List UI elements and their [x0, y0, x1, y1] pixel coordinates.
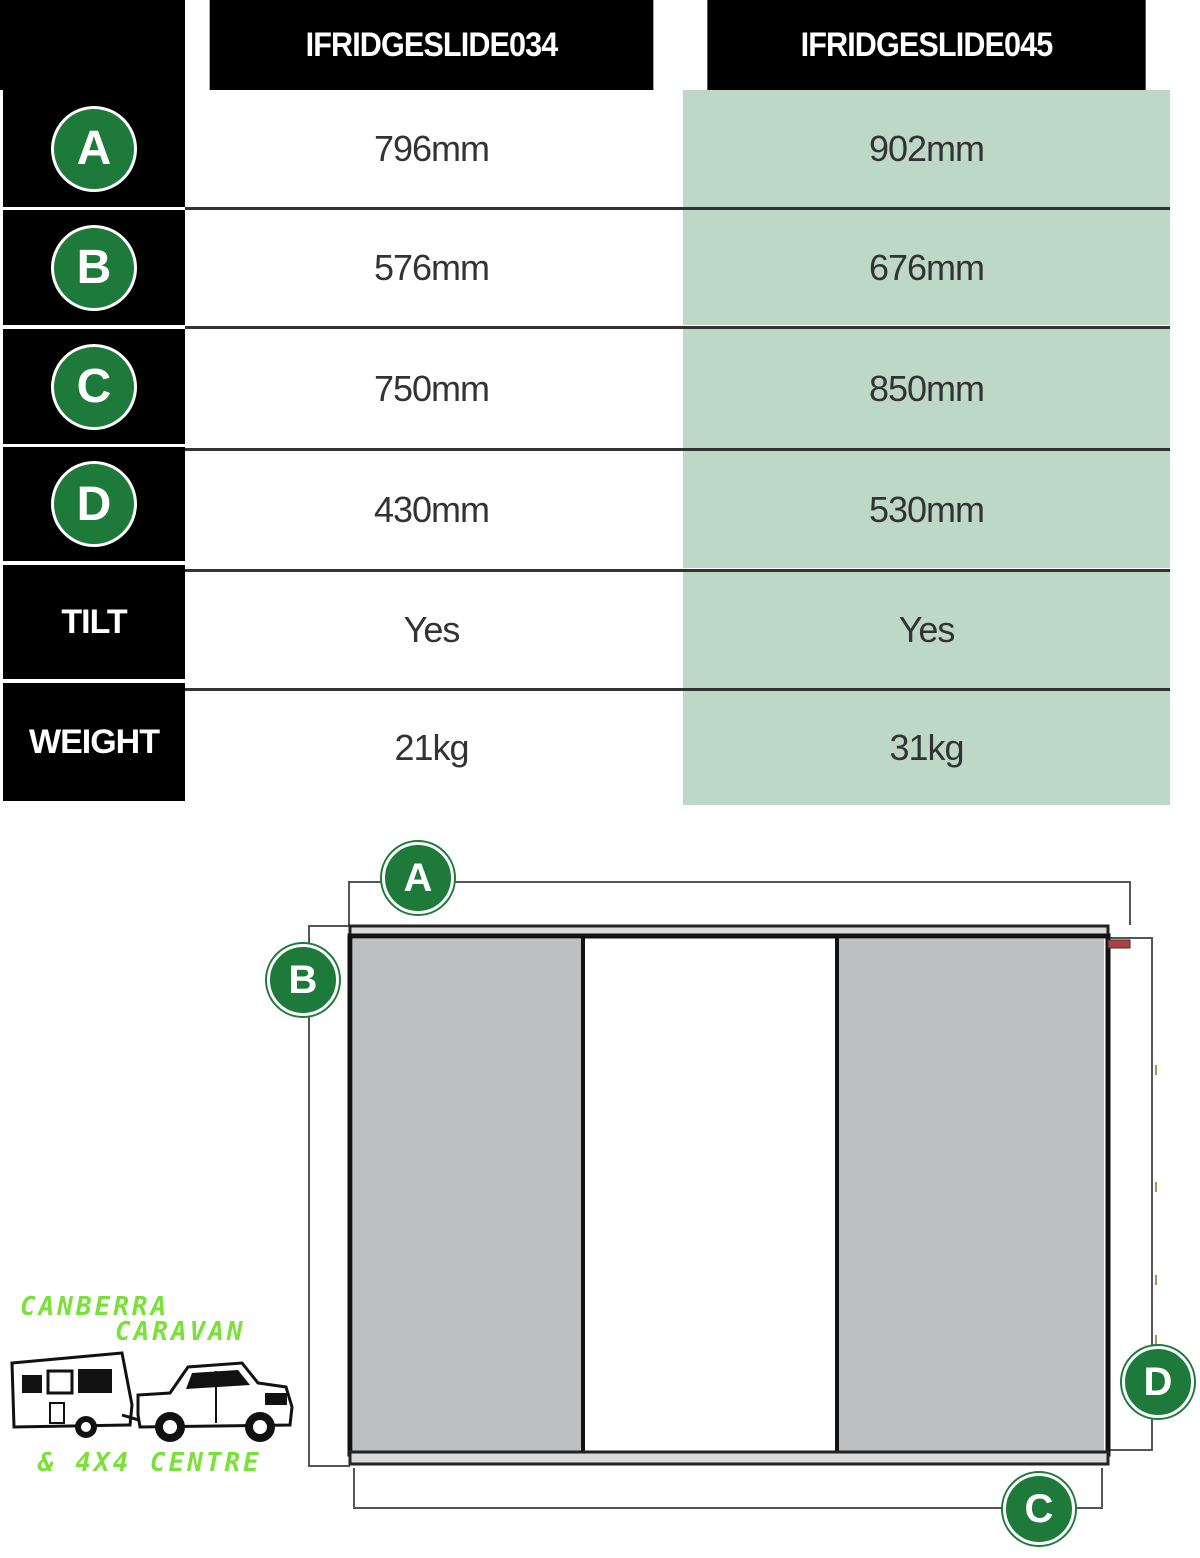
dimension-badge-c: C	[51, 344, 137, 430]
cell-c-034: 750mm	[185, 329, 678, 448]
logo-line-2: CARAVAN	[115, 1317, 246, 1347]
dimension-badge-b: B	[51, 225, 137, 311]
row-label-text: WEIGHT	[29, 722, 159, 761]
right-panel	[838, 939, 1104, 1451]
logo-line-1: CANBERRA	[20, 1292, 170, 1322]
cell-c-045: 850mm	[683, 329, 1170, 448]
header-divider	[678, 0, 683, 90]
diagram-badge-a: A	[382, 842, 454, 914]
release-handle	[1108, 940, 1130, 948]
row-label-b	[3, 210, 185, 325]
diagram-badge-c: C	[1003, 1473, 1075, 1545]
cell-b-034: 576mm	[185, 210, 678, 325]
cell-d-045: 530mm	[683, 451, 1170, 568]
row-label-weight	[3, 683, 185, 801]
dimension-badge-a: A	[51, 106, 137, 192]
dimension-line-a	[349, 882, 1130, 925]
caravan-4x4-icon	[10, 1345, 300, 1455]
row-label-tilt	[3, 565, 185, 679]
cell-weight-034: 21kg	[185, 691, 678, 805]
dimension-badge-d: D	[51, 461, 137, 547]
company-logo	[10, 1290, 300, 1480]
cell-b-045: 676mm	[683, 210, 1170, 325]
cell-a-034: 796mm	[185, 90, 678, 207]
diagram-badge-b: B	[267, 944, 339, 1016]
row-label-d	[3, 447, 185, 561]
cell-a-045: 902mm	[683, 90, 1170, 207]
left-panel	[353, 939, 581, 1451]
cell-d-034: 430mm	[185, 451, 678, 568]
column-header-model-034: IFRIDGESLIDE034	[210, 0, 654, 90]
logo-line-3: & 4X4 CENTRE	[38, 1448, 262, 1478]
bottom-rail	[350, 1452, 1108, 1464]
header-corner	[0, 0, 185, 90]
dimension-line-c	[354, 1468, 1102, 1508]
column-header-model-045: IFRIDGESLIDE045	[707, 0, 1145, 90]
cell-weight-045: 31kg	[683, 691, 1170, 805]
row-label-a	[3, 90, 185, 207]
row-label-text: TILT	[61, 602, 127, 641]
cell-tilt-045: Yes	[683, 572, 1170, 688]
row-label-c	[3, 329, 185, 444]
diagram-badge-d: D	[1122, 1346, 1194, 1418]
cell-tilt-034: Yes	[185, 572, 678, 688]
